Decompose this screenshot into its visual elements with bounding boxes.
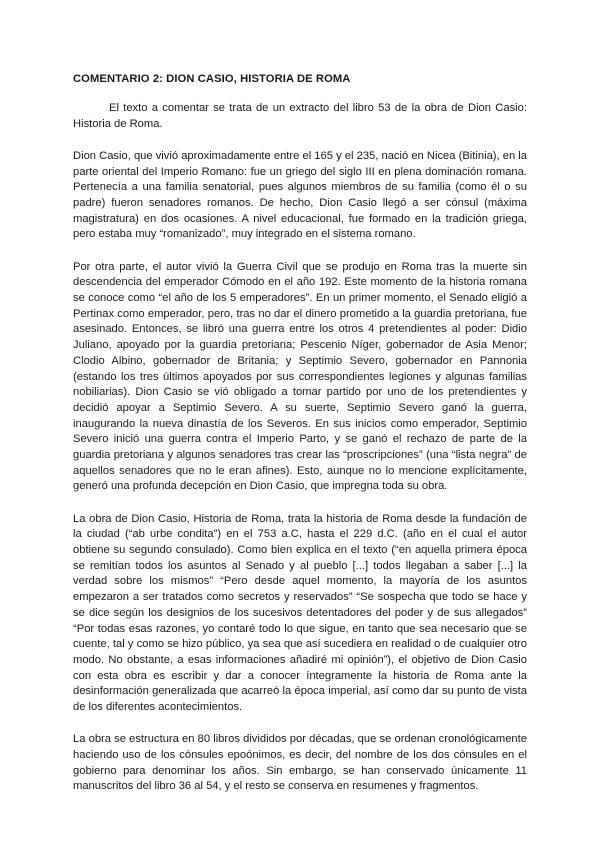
paragraph-author-bio: Dion Casio, que vivió aproximadamente entre el 165 y el 235, nació en Nicea (Bitinia), en la parte oriental del Imperio Romano: fue un griego del siglo III en plena dominación romana. Pertenecía a una familia senatorial, pues algunos miembros de su familia (como él o su padre) fueron senadores romanos. De hecho, Dion Casio llegó a ser cónsul (máxima magistratura) en dos ocasiones. A nivel educacional, fue formado en la tradición griega, pero estaba muy “romanizado”, muy integrado en el sistema romano.: [73, 149, 527, 241]
paragraph-work-purpose: La obra de Dion Casio, Historia de Roma, trata la historia de Roma desde la fundación de la ciudad (“ab urbe condita”) en el 753 a.C, hasta el 229 d.C. (año en el cual el autor obtiene su segundo consulado). Como bien explica en el texto (“en aquella primera época se remitían todos los asuntos al Senado y al pueblo [...] todos llegaban a saber [...] la verdad sobre los mismos” “Pero desde aquel momento, la mayoría de los asuntos empezaron a ser tratados como secretos y reservados” “Se sospecha que todo se hace y se dice según los designios de los sucesivos detentadores del poder y de sus allegados” “Por todas esas razones, yo contaré todo lo que sigue, en tanto que sea necesario que se cuente, tal y como se hizo público, ya sea que así sucediera en realidad o de cualquier otro modo. No obstante, a esas informaciones añadiré mi opinión”), el objetivo de Dion Casio con esta obra es escribir y dar a conocer íntegramente la historia de Roma ante la desinformación generalizada que acarreó la época imperial, así como dar su punto de vista de los diferentes acontecimientos.: [73, 512, 527, 714]
paragraph-work-structure: La obra se estructura en 80 libros divididos por décadas, que se ordenan cronológicamente haciendo uso de los cónsules epoónimos, es decir, del nombre de los dos cónsules en el gobierno para denominar los años. Sin embargo, se han conservado únicamente 11 manuscritos del libro 36 al 54, y el resto se conserva en resumenes y fragmentos.: [73, 733, 527, 793]
paragraph-historical-context: Por otra parte, el autor vivió la Guerra Civil que se produjo en Roma tras la muerte sin descendencia del emperador Cómodo en el año 192. Este momento de la historia romana se conoce como “el año de los 5 emperadores”. En un primer momento, el Senado eligió a Pertinax como emperador, pero, tras no dar el dinero prometido a la guardia pretoriana, fue asesinado. Entonces, se libró una guerra entre los otros 4 pretendientes al poder: Didio Juliano, apoyado por la guardia pretoriana; Pescenio Níger, gobernador de Asia Menor; Clodio Albino, gobernador de Britania; y Septimio Severo, gobernador en Pannonia (estando los tres últimos apoyados por sus correspondientes legiones y algunas familias nobiliarias). Dion Casio se vió obligado a tomar partido por uno de los pretendientes y decidió apoyar a Septimio Severo. A su suerte, Septimio Severo ganó la guerra, inaugurando la nueva dinastía de los Severos. En sus inicios como emperador, Septimio Severo inició una guerra contra el Imperio Parto, y se ganó el rechazo de parte de la guardia pretoriana y algunos senadores tras crear las “proscripciones” (una “lista negra” de aquellos senadores que no le eran afines). Esto, aunque no lo mencione explícitamente, generó una profunda decepción en Dion Casio, que impregna toda su obra.: [73, 260, 527, 493]
document-title: COMENTARIO 2: DION CASIO, HISTORIA DE ROMA: [73, 73, 351, 85]
document-page: [73, 72, 527, 812]
paragraph-intro: El texto a comentar se trata de un extracto del libro 53 de la obra de Dion Casio: Historia de Roma.: [73, 102, 527, 130]
